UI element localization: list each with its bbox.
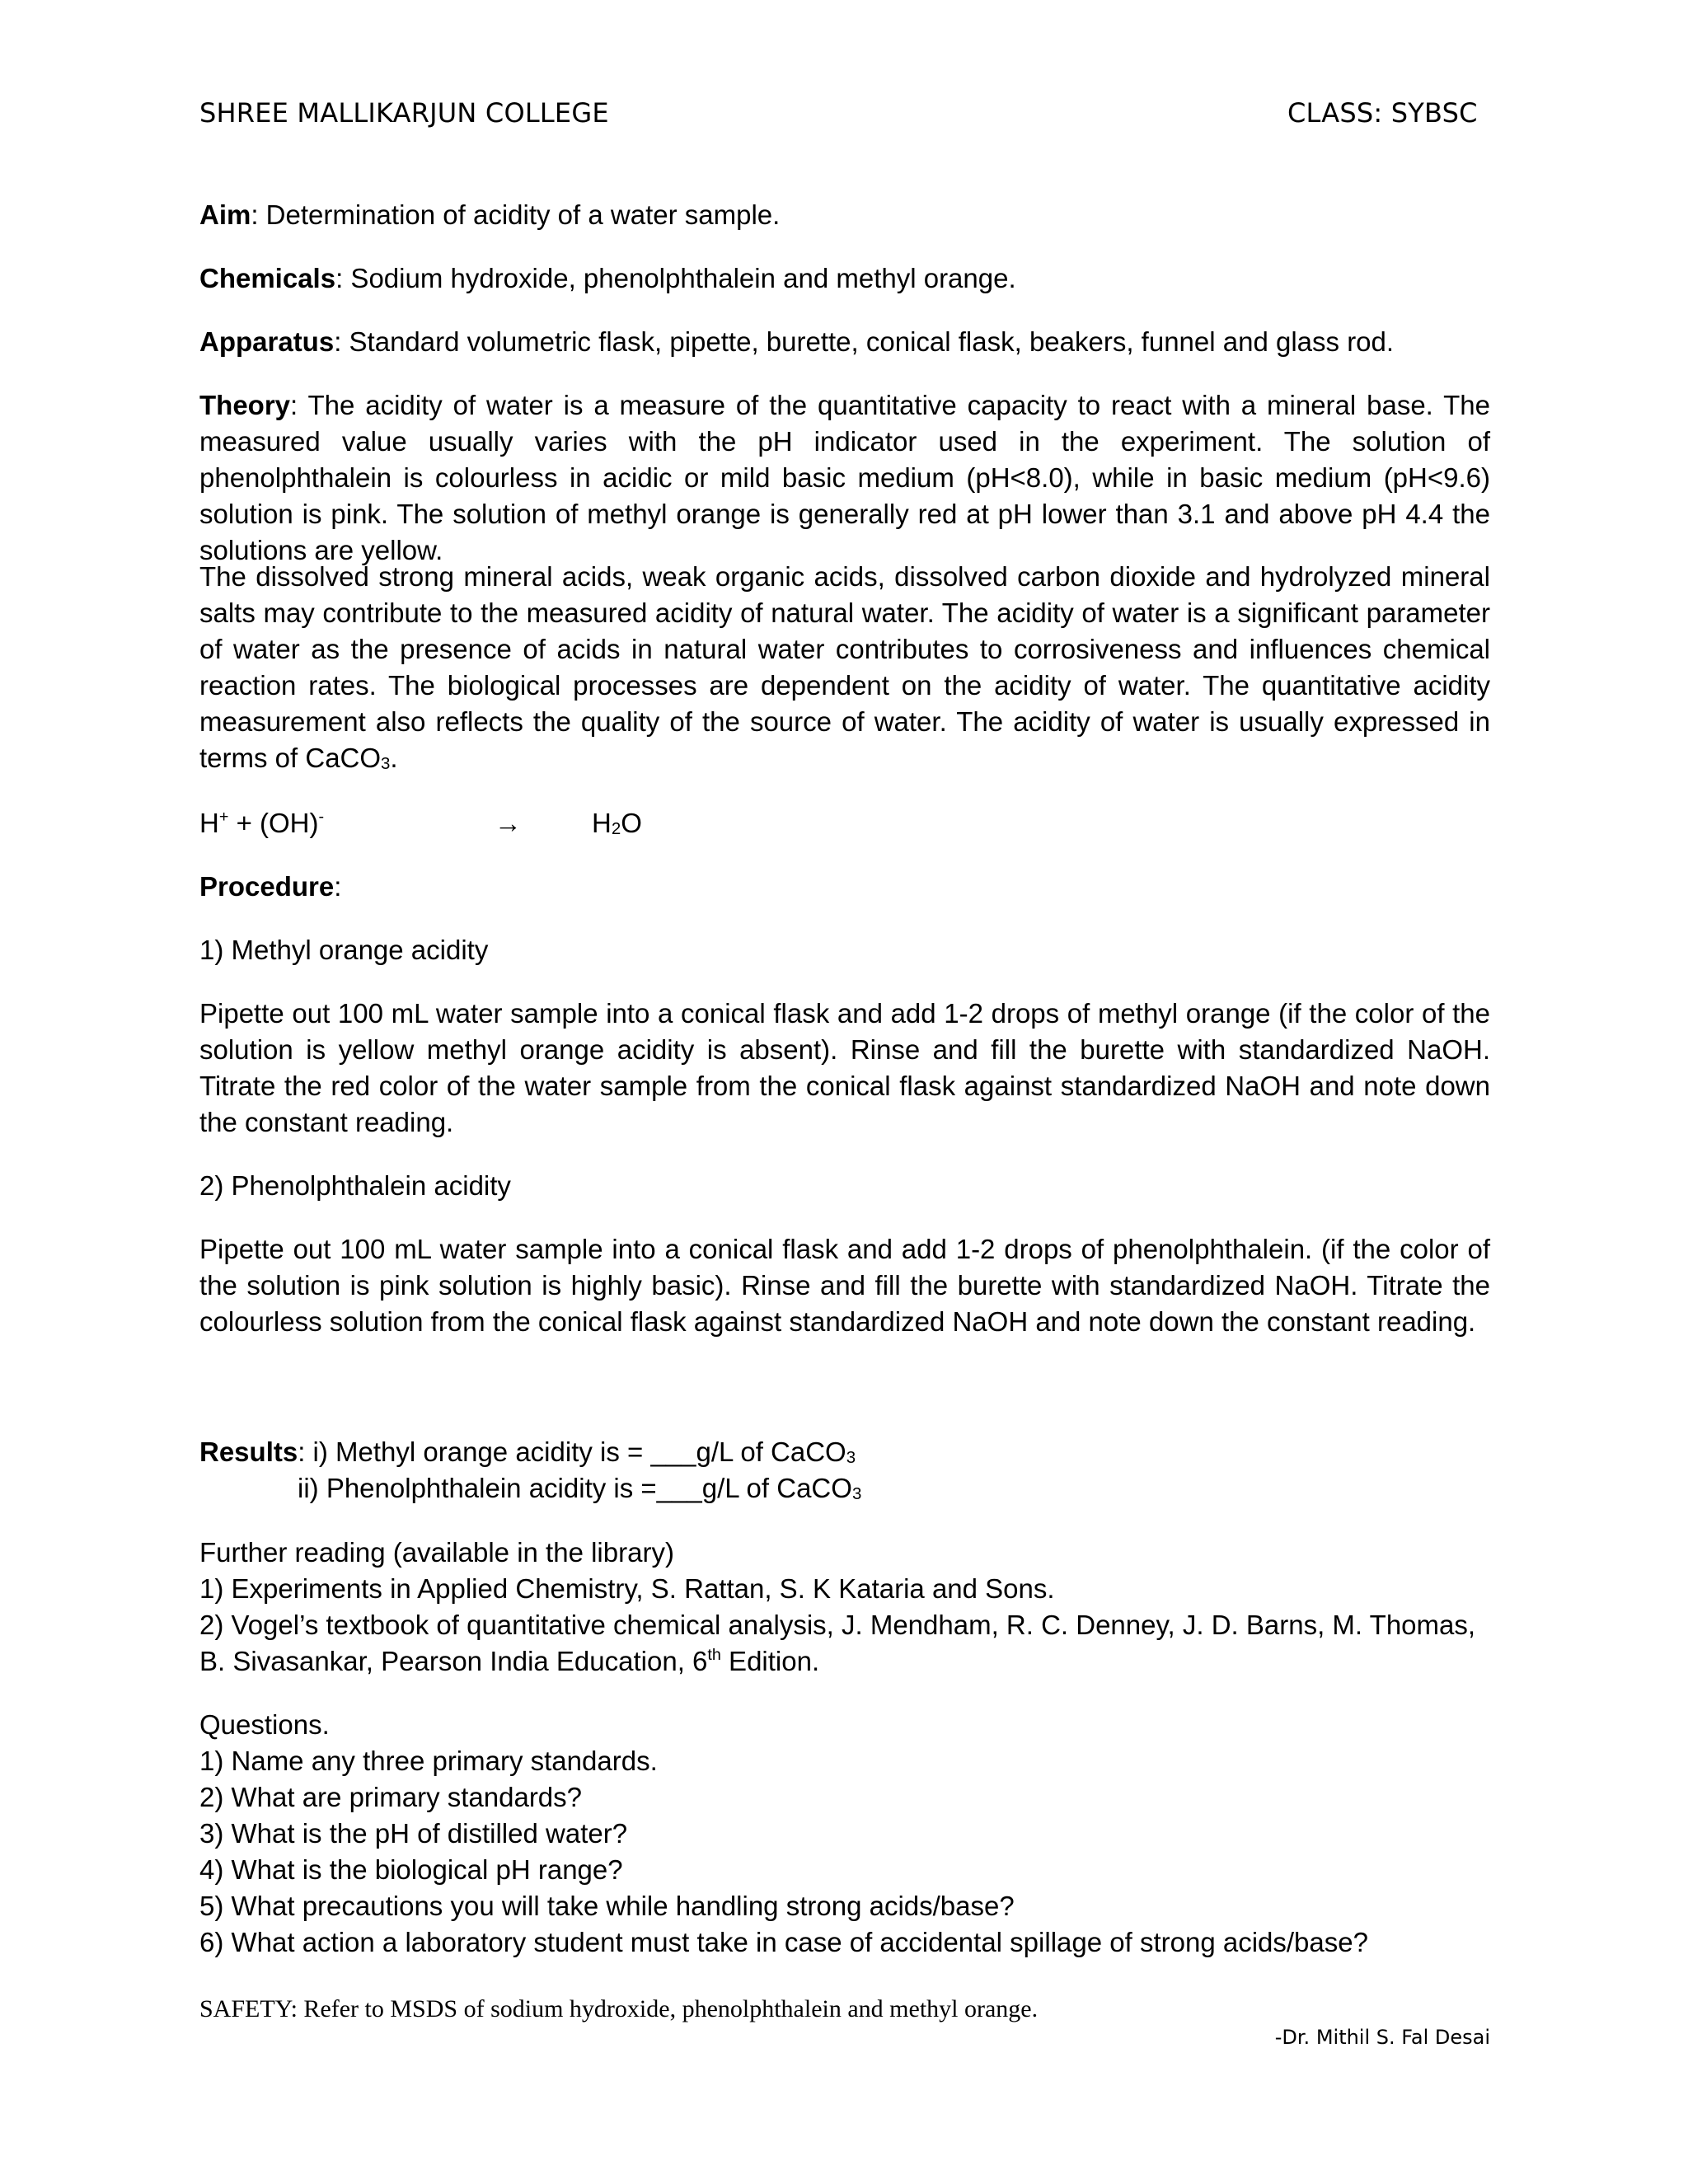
result2-subscript: 3	[851, 1484, 862, 1504]
reading-item-2-cont	[199, 1643, 819, 1680]
equation-product	[592, 805, 642, 841]
water-o: O	[621, 808, 642, 838]
equation-reactants	[199, 805, 324, 841]
theory-para2-end: .	[390, 743, 398, 773]
result1-subscript: 3	[846, 1448, 856, 1468]
chemicals-label: Chemicals	[199, 263, 336, 293]
caco3-subscript: 3	[381, 754, 391, 774]
reading-item-2-end: Edition.	[720, 1646, 820, 1676]
question-item: 3) What is the pH of distilled water?	[199, 1818, 628, 1849]
safety-note: SAFETY: Refer to MSDS of sodium hydroxide, phenolphthalein and methyl orange.	[199, 1995, 1039, 2022]
procedure-colon: :	[334, 871, 342, 902]
hydrogen-ion: H	[199, 808, 219, 838]
reading-item-1: 1) Experiments in Applied Chemistry, S. Rattan, S. K Kataria and Sons.	[199, 1573, 1055, 1604]
step1-title: 1) Methyl orange acidity	[199, 935, 489, 965]
aim-text: : Determination of acidity of a water sample.	[251, 199, 781, 230]
aim-line	[199, 197, 1490, 233]
result-methyl-orange: : i) Methyl orange acidity is = ___g/L of CaCO	[298, 1436, 846, 1467]
further-reading-title: Further reading (available in the library)	[199, 1537, 674, 1568]
step2-text: Pipette out 100 mL water sample into a conical flask and add 1-2 drops of phenolphthalein. (if the color of the solution is pink solution is highly basic). Rinse and fill the burette with standardized NaOH. Titrate the colourless solution from the conical flask against standardized NaOH and note down the constant reading.	[199, 1234, 1490, 1337]
questions-title: Questions.	[199, 1709, 330, 1740]
results-line-1	[199, 1434, 856, 1470]
reading-item-2-b: B. Sivasankar, Pearson India Education, 6	[199, 1646, 708, 1676]
theory-paragraph-2	[199, 559, 1490, 776]
question-item: 5) What precautions you will take while handling strong acids/base?	[199, 1891, 1015, 1921]
procedure-heading	[199, 869, 1490, 905]
apparatus-line	[199, 324, 1490, 360]
author-signature: -Dr. Mithil S. Fal Desai	[1274, 2026, 1490, 2049]
plus-superscript: +	[218, 808, 229, 827]
apparatus-label: Apparatus	[199, 326, 335, 357]
step1-text: Pipette out 100 mL water sample into a conical flask and add 1-2 drops of methyl orange (if the color of the solution is yellow methyl orange acidity is absent). Rinse and fill the burette with standardized NaOH. Titrate the red color of the water sample from the conical flask against standardized NaOH and note down the constant reading.	[199, 998, 1490, 1137]
water-subscript: 2	[611, 819, 621, 839]
reading-item-2: 2) Vogel’s textbook of quantitative chemical analysis, J. Mendham, R. C. Denney, J. D. Barns, M. Thomas,	[199, 1610, 1476, 1640]
theory-label: Theory	[199, 390, 291, 420]
question-item: 2) What are primary standards?	[199, 1782, 583, 1812]
minus-superscript: -	[318, 808, 325, 827]
question-item: 1) Name any three primary standards.	[199, 1746, 658, 1776]
results-line-2	[298, 1470, 861, 1507]
theory-paragraph	[199, 387, 1490, 569]
edition-superscript: th	[707, 1646, 721, 1665]
college-name: SHREE MALLIKARJUN COLLEGE	[199, 97, 609, 129]
step2-title: 2) Phenolphthalein acidity	[199, 1170, 511, 1201]
result-phenolphthalein: ii) Phenolphthalein acidity is =___g/L of CaCO	[298, 1473, 852, 1503]
procedure-label: Procedure	[199, 871, 335, 902]
hydroxide-ion: + (OH)	[228, 808, 319, 838]
question-item: 4) What is the biological pH range?	[199, 1854, 623, 1885]
question-item: 6) What action a laboratory student must take in case of accidental spillage of strong acids/base?	[199, 1927, 1368, 1957]
theory-para2-text: The dissolved strong mineral acids, weak organic acids, dissolved carbon dioxide and hydrolyzed mineral salts may contribute to the measured acidity of natural water. The acidity of water is a significant parameter of water as the presence of acids in natural water contributes to corrosiveness and influences chemical reaction rates. The biological processes are dependent on the acidity of water. The quantitative acidity measurement also reflects the quality of the source of water. The acidity of water is usually expressed in terms of CaCO	[199, 561, 1490, 773]
reaction-equation	[199, 805, 1024, 841]
aim-label: Aim	[199, 199, 251, 230]
arrow-icon: →	[495, 808, 522, 838]
chemicals-text: : Sodium hydroxide, phenolphthalein and methyl orange.	[335, 263, 1016, 293]
water-h: H	[592, 808, 612, 838]
theory-text: : The acidity of water is a measure of the quantitative capacity to react with a mineral base. The measured value usually varies with the pH indicator used in the experiment. The solution of phenolphthalein is colourless in acidic or mild basic medium (pH<8.0), while in basic medium (pH<9.6) solution is pink. The solution of methyl orange is generally red at pH lower than 3.1 and above pH 4.4 the solutions are yellow.	[199, 390, 1490, 565]
chemicals-line	[199, 260, 1490, 297]
apparatus-text: : Standard volumetric flask, pipette, burette, conical flask, beakers, funnel and glass rod.	[334, 326, 1395, 357]
results-label: Results	[199, 1436, 298, 1467]
class-label: CLASS: SYBSC	[1287, 97, 1478, 129]
